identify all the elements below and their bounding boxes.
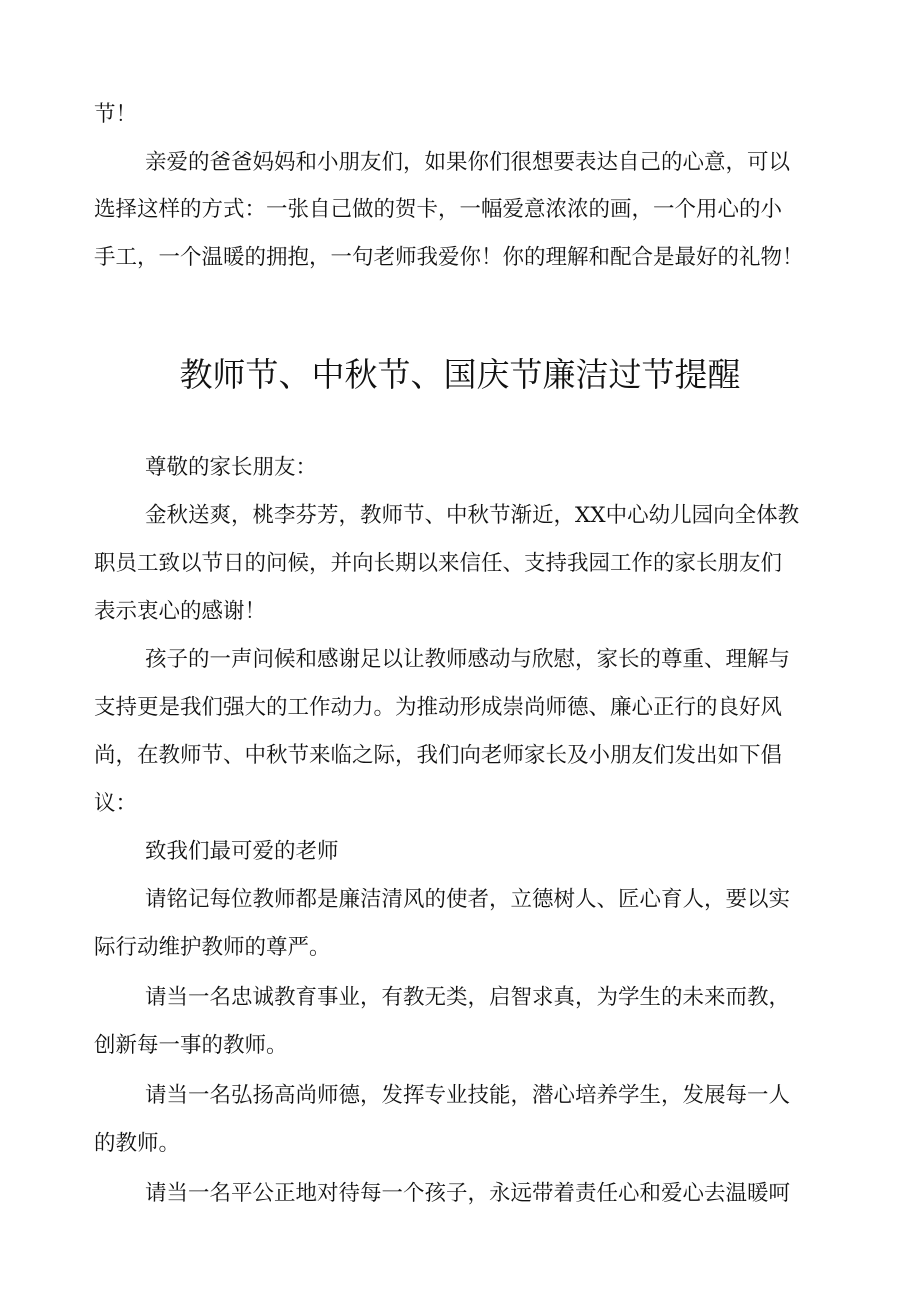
text-line: 孩子的一声问候和感谢足以让教师感动与欣慰，家长的尊重、理解与 [145, 647, 791, 672]
text-line: 节！ [94, 102, 138, 127]
text-line: 议： [94, 791, 138, 816]
text-line: 际行动维护教师的尊严。 [94, 935, 331, 960]
text-line: 的教师。 [94, 1131, 181, 1156]
text-line: 亲爱的爸爸妈妈和小朋友们，如果你们很想要表达自己的心意，可以 [145, 150, 791, 175]
text-line: 请当一名忠诚教育事业，有教无类，启智求真，为学生的未来而教， [145, 985, 791, 1010]
section-heading: 致我们最可爱的老师 [145, 839, 339, 864]
text-line: 尚，在教师节、中秋节来临之际，我们向老师家长及小朋友们发出如下倡 [94, 743, 783, 768]
document-title: 教师节、中秋节、国庆节廉洁过节提醒 [179, 355, 741, 394]
text-line: 请铭记每位教师都是廉洁清风的使者，立德树人、匠心育人，要以实 [145, 887, 791, 912]
text-line: 选择这样的方式：一张自己做的贺卡，一幅爱意浓浓的画，一个用心的小 [94, 197, 783, 222]
salutation: 尊敬的家长朋友： [145, 455, 318, 480]
text-line: 支持更是我们强大的工作动力。为推动形成崇尚师德、廉心正行的良好风 [94, 695, 783, 720]
text-line: 请当一名弘扬高尚师德，发挥专业技能，潜心培养学生，发展每一人 [145, 1083, 791, 1108]
text-line: 金秋送爽，桃李芬芳，教师节、中秋节渐近，XX中心幼儿园向全体教 [145, 503, 800, 528]
text-line: 表示衷心的感谢！ [94, 599, 267, 624]
text-line: 请当一名平公正地对待每一个孩子，永远带着责任心和爱心去温暖呵 [145, 1181, 791, 1206]
text-line: 职员工致以节日的问候，并向长期以来信任、支持我园工作的家长朋友们 [94, 551, 783, 576]
text-line: 创新每一事的教师。 [94, 1033, 288, 1058]
text-line: 手工，一个温暖的拥抱，一句老师我爱你！你的理解和配合是最好的礼物！ [94, 245, 804, 270]
